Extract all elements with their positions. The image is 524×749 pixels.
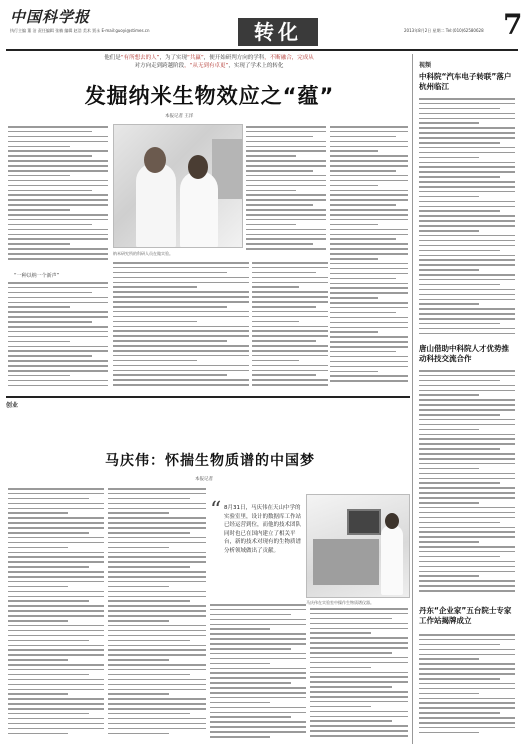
second-column-2 — [108, 488, 206, 742]
second-column-4 — [310, 608, 408, 742]
second-photo-caption: 马庆伟在实验室中操作生物质谱仪器。 — [306, 600, 374, 605]
tagline-highlight: “有所想去的人” — [120, 55, 160, 61]
sidebar-story-body — [419, 370, 515, 600]
lead-column-4 — [113, 262, 249, 392]
second-headline: 马庆伟：怀揣生物质谱的中国梦 — [105, 453, 315, 469]
sidebar-label: 视频 — [419, 62, 432, 69]
masthead-divider — [6, 49, 518, 51]
tagline-segment: ，实现了学术上的转化 — [228, 63, 284, 70]
lead-tagline — [64, 54, 354, 71]
pull-quote-text: 8月31日，马庆伟在天山中学的实验室里，设计的数据库工作站已经运营到位，而他的技术团队同时也已在国内建立了相关平台，新的技术对现有的生物质谱分析领域做出了贡献。 — [224, 505, 302, 554]
second-column-1 — [8, 488, 104, 742]
tagline-segment: 他们是 — [104, 55, 121, 61]
lead-headline: 发掘纳米生物效应之“蕴” — [84, 84, 335, 108]
lead-column-5 — [252, 262, 328, 392]
sidebar-story-title: 中科院“汽车电子转联”落户杭州临江 — [419, 72, 512, 92]
lead-subhead: “一种以纳一个新声” — [14, 273, 60, 279]
section-title: 转化 — [238, 18, 318, 46]
lead-photo — [113, 124, 243, 248]
section-tag: 创业 — [6, 402, 19, 409]
second-byline: 本报记者 — [195, 477, 213, 482]
tagline-highlight: ，不断融合，完成从 — [264, 55, 314, 61]
news-sidebar — [412, 54, 518, 744]
tagline-segment: ，为了实现 — [159, 55, 187, 61]
masthead — [6, 4, 523, 48]
lead-photo-caption: 纳米研究所的科研人员在做实验。 — [113, 251, 173, 256]
sidebar-story-body — [419, 98, 515, 338]
section-divider — [6, 396, 410, 398]
newspaper-logo: 中国科学报 — [10, 8, 91, 26]
sidebar-story-title: 唐山借助中科院人才优势推动科技交流合作 — [419, 344, 509, 364]
page-number: 7 — [503, 8, 523, 41]
pull-quote — [210, 498, 302, 588]
tagline-highlight: ，“从无到有卓更” — [184, 63, 229, 70]
tagline-segment: ，便开始研判方向的学科 — [203, 55, 265, 61]
tagline-highlight: “共赢” — [187, 55, 204, 61]
masthead-editor-info: 执行主编 董 洁 责任编辑 张楠 编辑 赵浩 美术 贾永 E-mail:guoyi@stimes.cn — [10, 28, 150, 33]
second-photo — [306, 494, 410, 598]
issue-date: 2013年8月2日 星期二 Tel:(010)62580628 — [404, 28, 484, 33]
lead-column-2 — [246, 126, 326, 256]
lead-column-1b — [8, 282, 108, 392]
lead-column-1 — [8, 126, 108, 266]
lead-byline: 本报记者 王洋 — [165, 114, 194, 119]
tagline-segment: 对方向走到跨越阶段 — [134, 63, 185, 70]
quote-mark-icon: “ — [210, 498, 222, 523]
sidebar-story-title: 丹东“企业家”五台院士专家工作站揭牌成立 — [419, 606, 512, 626]
sidebar-story-body — [419, 634, 515, 740]
lead-column-3 — [330, 126, 408, 392]
second-column-3 — [210, 604, 306, 742]
